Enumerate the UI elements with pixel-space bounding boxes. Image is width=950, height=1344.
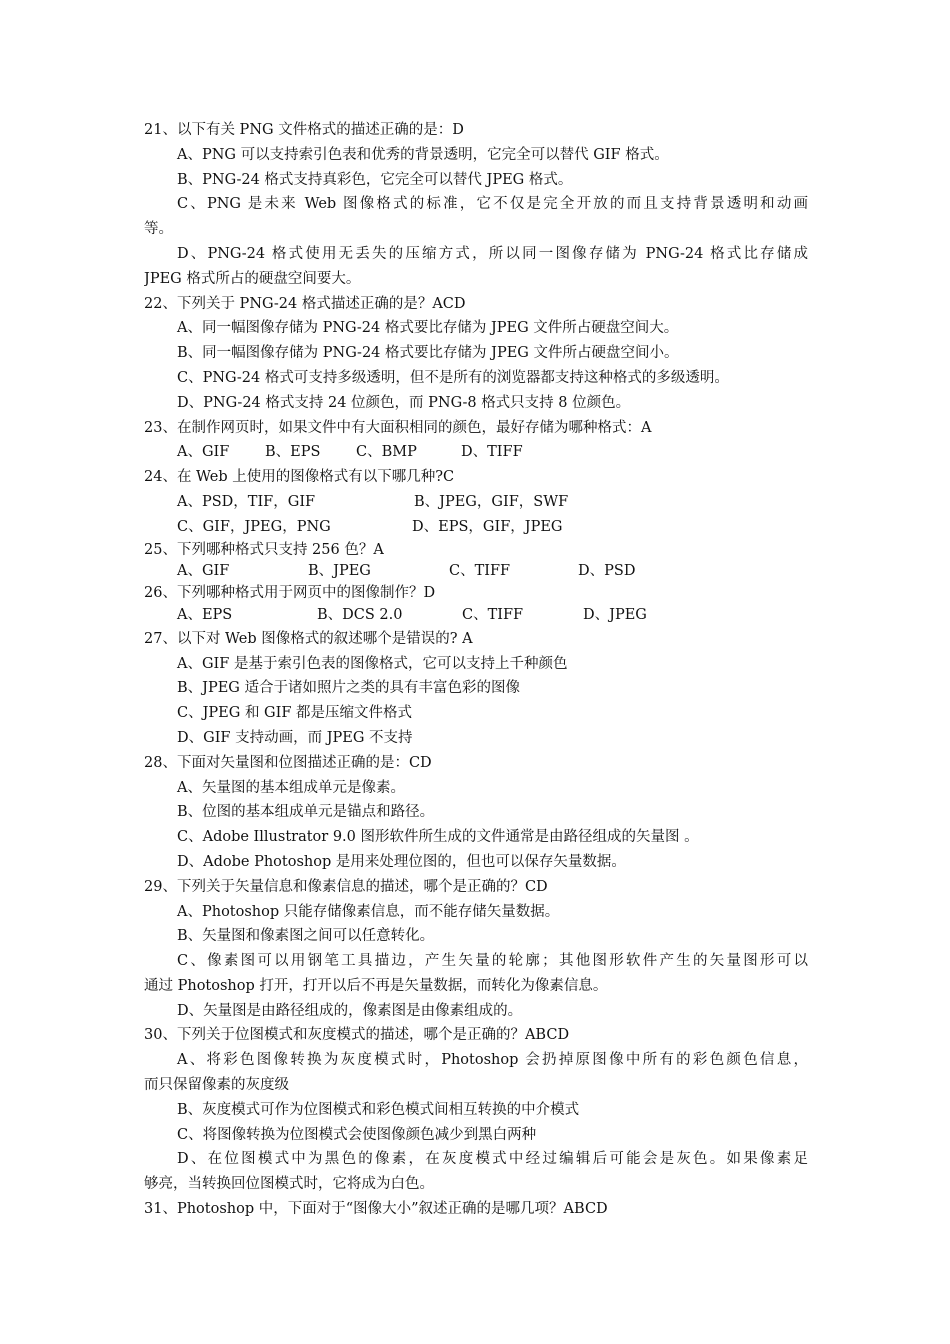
question-25-option-a: A、GIF xyxy=(177,563,230,580)
question-29-stem: 29、下列关于矢量信息和像素信息的描述，哪个是正确的？CD xyxy=(144,878,548,895)
question-25-stem: 25、下列哪种格式只支持 256 色？A xyxy=(144,541,384,558)
question-30-option-d: D、在位图模式中为黑色的像素，在灰度模式中经过编辑后可能会是灰色。如果像素足 xyxy=(177,1151,808,1168)
question-26-option-d: D、JPEG xyxy=(583,606,647,623)
question-22-option-b: B、同一幅图像存储为 PNG-24 格式要比存储为 JPEG 文件所占硬盘空间小。 xyxy=(177,345,679,362)
question-23-stem: 23、在制作网页时，如果文件中有大面积相同的颜色，最好存储为哪种格式：A xyxy=(144,419,652,436)
question-25-option-c: C、TIFF xyxy=(449,563,511,580)
question-27-option-a: A、GIF 是基于索引色表的图像格式，它可以支持上千种颜色 xyxy=(177,655,568,672)
question-26-stem: 26、下列哪种格式用于网页中的图像制作？D xyxy=(144,585,436,602)
question-26-option-a: A、EPS xyxy=(177,606,233,623)
question-21-option-b: B、PNG-24 格式支持真彩色，它完全可以替代 JPEG 格式。 xyxy=(177,171,573,188)
question-26-options xyxy=(144,605,808,627)
question-22-option-a: A、同一幅图像存储为 PNG-24 格式要比存储为 JPEG 文件所占硬盘空间大。 xyxy=(177,320,679,337)
question-25-options xyxy=(144,561,808,583)
question-23-option-d: D、TIFF xyxy=(461,444,523,461)
question-29-option-c-cont: 通过 Photoshop 打开，打开以后不再是矢量数据，而转化为像素信息。 xyxy=(144,977,608,994)
question-24-options-row-2 xyxy=(144,515,808,540)
question-29-option-d: D、矢量图是由路径组成的，像素图是由像素组成的。 xyxy=(177,1002,523,1019)
question-23-option-a: A、GIF xyxy=(177,444,230,461)
question-24-option-d: D、EPS，GIF，JPEG xyxy=(412,518,563,535)
question-24-option-c: C、GIF，JPEG，PNG xyxy=(177,518,331,535)
question-24-option-a: A、PSD，TIF，GIF xyxy=(177,493,316,510)
question-21-option-c-cont: 等。 xyxy=(144,221,173,238)
question-24-options-row-1 xyxy=(144,490,808,515)
question-27-stem: 27、以下对 Web 图像格式的叙述哪个是错误的? A xyxy=(144,630,473,647)
question-30-stem: 30、下列关于位图模式和灰度模式的描述，哪个是正确的？ABCD xyxy=(144,1027,570,1044)
question-30-option-a: A、将彩色图像转换为灰度模式时，Photoshop 会扔掉原图像中所有的彩色颜色信息， xyxy=(177,1052,808,1069)
question-31-stem: 31、Photoshop 中，下面对于“图像大小”叙述正确的是哪几项？ABCD xyxy=(144,1201,608,1218)
question-21-option-d-cont: JPEG 格式所占的硬盘空间要大。 xyxy=(144,270,361,287)
question-30-option-b: B、灰度模式可作为位图模式和彩色模式间相互转换的中介模式 xyxy=(177,1101,580,1118)
question-25-option-d: D、PSD xyxy=(578,563,636,580)
question-26-option-c: C、TIFF xyxy=(462,606,524,623)
question-29-option-c: C、像素图可以用钢笔工具描边，产生矢量的轮廓；其他图形软件产生的矢量图形可以 xyxy=(177,953,808,970)
question-26-option-b: B、DCS 2.0 xyxy=(317,606,403,623)
question-30-option-d-cont: 够亮，当转换回位图模式时，它将成为白色。 xyxy=(144,1176,434,1193)
question-27-option-b: B、JPEG 适合于诸如照片之类的具有丰富色彩的图像 xyxy=(177,680,520,697)
question-27-option-d: D、GIF 支持动画，而 JPEG 不支持 xyxy=(177,729,413,746)
question-29-option-b: B、矢量图和像素图之间可以任意转化。 xyxy=(177,928,435,945)
question-21-option-c: C、PNG 是未来 Web 图像格式的标准，它不仅是完全开放的而且支持背景透明和动画 xyxy=(177,196,808,213)
question-30-option-a-cont: 而只保留像素的灰度级 xyxy=(144,1077,289,1094)
question-28-option-b: B、位图的基本组成单元是锚点和路径。 xyxy=(177,804,435,821)
question-29-option-a: A、Photoshop 只能存储像素信息，而不能存储矢量数据。 xyxy=(177,903,560,920)
question-21-option-d: D、PNG-24 格式使用无丢失的压缩方式，所以同一图像存储为 PNG-24 格式比存储成 xyxy=(177,245,808,262)
question-27-option-c: C、JPEG 和 GIF 都是压缩文件格式 xyxy=(177,705,413,722)
question-25-option-b: B、JPEG xyxy=(308,563,371,580)
question-21-stem: 21、以下有关 PNG 文件格式的描述正确的是：D xyxy=(144,122,464,138)
question-22-option-d: D、PNG-24 格式支持 24 位颜色，而 PNG-8 格式只支持 8 位颜色。 xyxy=(177,394,631,411)
question-24-option-b: B、JPEG，GIF，SWF xyxy=(414,493,569,510)
question-23-option-b: B、EPS xyxy=(265,444,321,461)
question-23-options xyxy=(144,440,808,465)
question-28-option-a: A、矢量图的基本组成单元是像素。 xyxy=(177,779,405,796)
question-22-option-c: C、PNG-24 格式可支持多级透明，但不是所有的浏览器都支持这种格式的多级透明。 xyxy=(177,369,729,386)
question-28-stem: 28、下面对矢量图和位图描述正确的是：CD xyxy=(144,754,432,771)
question-24-stem: 24、在 Web 上使用的图像格式有以下哪几种?C xyxy=(144,469,455,486)
question-21-option-a: A、PNG 可以支持索引色表和优秀的背景透明，它完全可以替代 GIF 格式。 xyxy=(177,146,669,163)
question-22-stem: 22、下列关于 PNG-24 格式描述正确的是？ACD xyxy=(144,295,466,312)
question-28-option-d: D、Adobe Photoshop 是用来处理位图的，但也可以保存矢量数据。 xyxy=(177,853,626,870)
question-30-option-c: C、将图像转换为位图模式会使图像颜色减少到黑白两种 xyxy=(177,1126,537,1143)
question-28-option-c: C、Adobe Illustrator 9.0 图形软件所生成的文件通常是由路径组成的矢量图 。 xyxy=(177,829,699,846)
question-23-option-c: C、BMP xyxy=(356,444,417,461)
question-list xyxy=(144,118,808,1222)
